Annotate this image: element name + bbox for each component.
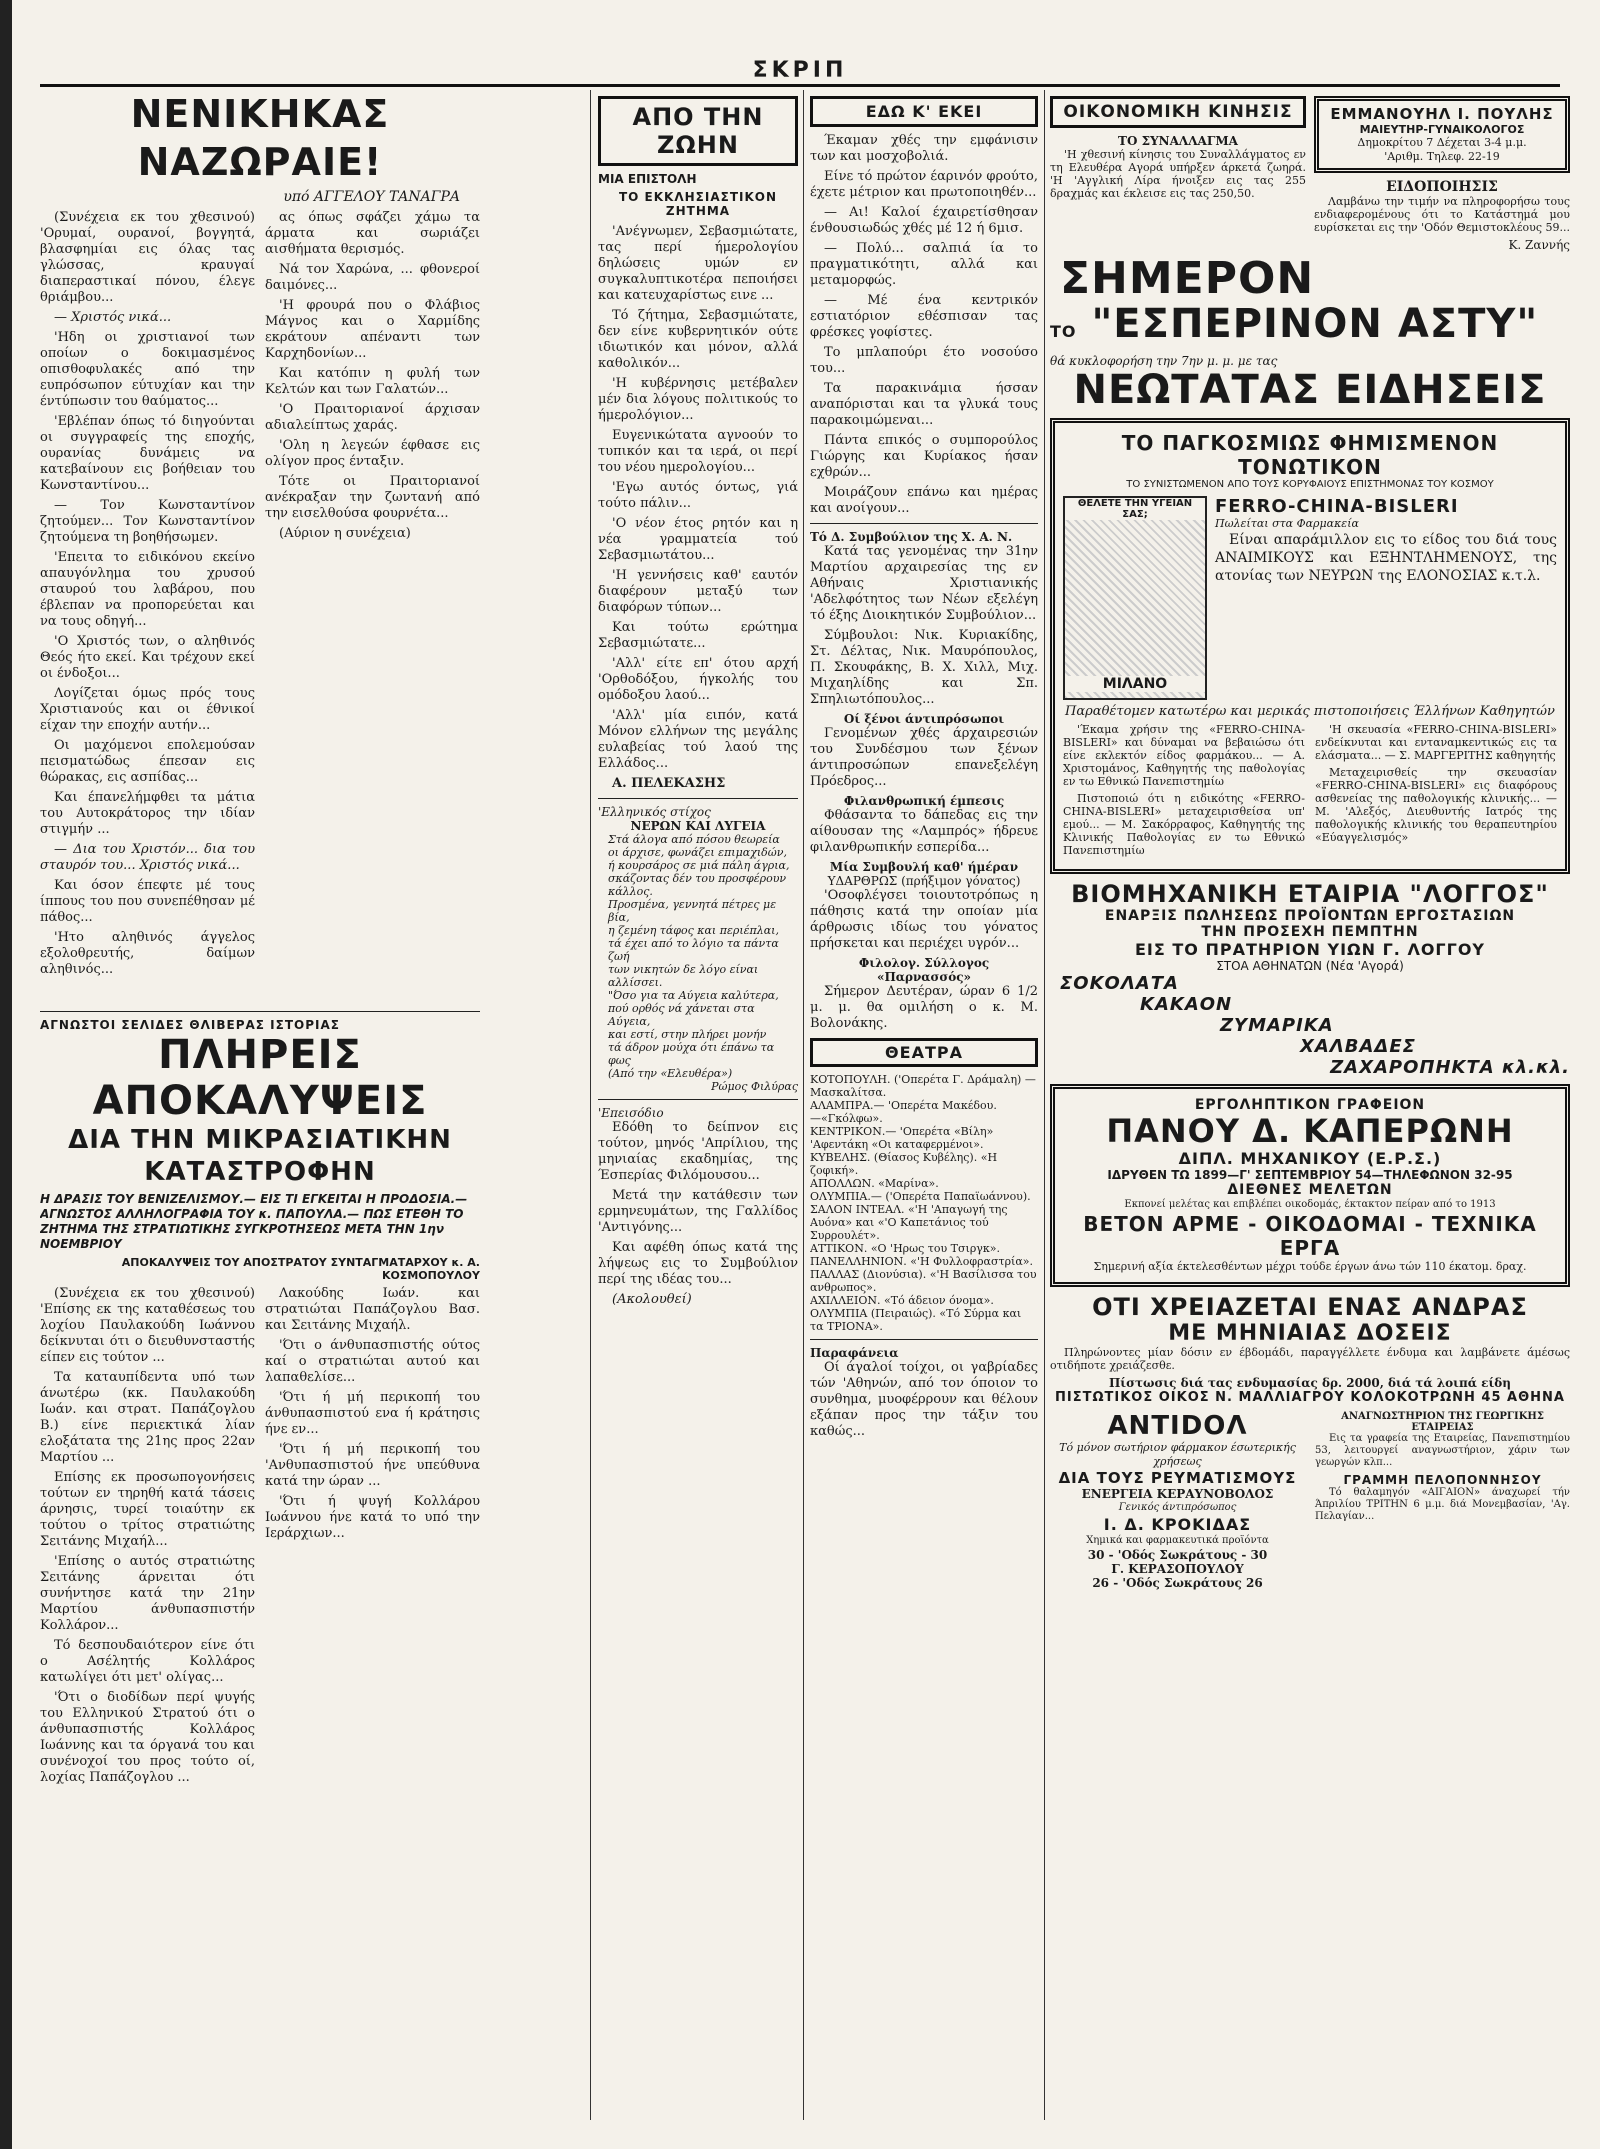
antidol-l5: Ι. Δ. ΚΡΟΚΙΔΑΣ	[1103, 1515, 1252, 1534]
antidol-l3: ΕΝΕΡΓΕΙΑ ΚΕΡΑΥΝΟΒΟΛΟΣ	[1081, 1487, 1274, 1501]
ferro-quote: Μεταχειρισθείς την σκευασίαν «FERRO-CHINA-BISLERI» εις διαφόρους ασθενείας της παθολογικής κλινικής... — Μ. 'Αλεξός, Διευθυντής Ιατρός της παθολογικής κλινικής του θεραπευτηρίου «Εύαγγελισμός»	[1315, 766, 1557, 844]
ferro-quotes-right	[1315, 723, 1557, 861]
antidol-l6: Χημικά και φαρμακευτικά προϊόντα	[1086, 1535, 1269, 1546]
brief-item: Πάντα επικός ο συμπορούλος Γιώργης και Κυρίακος ήσαν εχθρών...	[810, 433, 1038, 480]
doctor-phone: 'Αριθμ. Τηλεφ. 22-19	[1384, 150, 1500, 163]
history-columns	[40, 1286, 480, 1790]
story-paragraph: Και όσον έπεφτε μέ τους ίππους του που συνεπέθησαν μέ πάθος...	[40, 878, 255, 925]
foreign-reps-title: Οί ξένοι άντιπρόσωποι	[843, 712, 1005, 726]
geographic-t2: ΓΡΑΜΜΗ ΠΕΛΟΠΟΝΝΗΣΟΥ	[1343, 1473, 1542, 1487]
divider	[598, 1099, 798, 1100]
story-columns	[40, 210, 480, 982]
ferro-china-ad	[1050, 418, 1570, 874]
story-paragraph: Και κατόπιν η φυλή των Κελτών και των Γαλατών...	[265, 366, 480, 397]
divider	[810, 523, 1038, 524]
antidol-l2: ΔΙΑ ΤΟΥΣ ΡΕΥΜΑΤΙΣΜΟΥΣ	[1058, 1469, 1297, 1487]
story-paragraph: — Τον Κωνσταντίνον ζητούμεν... Τον Κωνσταντίνον ζητούμενα τη βοηθήσωμεν.	[40, 498, 255, 545]
col2-paragraph: 'Ανέγνωμεν, Σεβασμιώτατε, τας περί ήμερολογίου δηλώσεις υμών εν συγκαλυπτικοτέρα πεποιήσει και κατευχαρίστως εινε ...	[598, 224, 798, 303]
brief-item: Τα παρακινάμια ήσσαν αναπόρισται και τα γλυκά τους παρακοιμώμεναι...	[810, 381, 1038, 428]
geographic-block	[1315, 1411, 1570, 1590]
news-title: 'Επεισόδιο	[598, 1106, 664, 1120]
col2-paragraph: 'Η γεννήσεις καθ' εαυτόν διαφέρουν μεταξύ των διαφόρων τύπων...	[598, 568, 798, 615]
advice-subtitle: ΥΔΑΡΘΡΩΣ (πρήξιμον γόνατος)	[827, 874, 1021, 888]
column-rule	[590, 90, 591, 2120]
loggos-item: ΧΑΛΒΑΔΕΣ	[1300, 1036, 1416, 1057]
history-title-2: ΔΙΑ ΤΗΝ ΜΙΚΡΑΣΙΑΤΙΚΗΝ ΚΑΤΑΣΤΡΟΦΗΝ	[68, 1125, 452, 1187]
malliagros-text: Πληρώνοντες μίαν δόσιν εν έβδομάδι, παραγγέλλετε ένδυμα και λαμβάνετε άμέσως οτιδήποτε χρειάζεσθε.	[1050, 1346, 1570, 1372]
story-paragraph: ας όπως σφάζει χάμω τα άρματα και σωριάζει αισθήματα θερισμός.	[265, 210, 480, 257]
poem-line: ή κουρσάρος σε μιά πάλη άγρια,	[608, 859, 790, 872]
ferro-quotes	[1063, 723, 1557, 861]
antidol-title: ΑΝΤΙDΟΛ	[1107, 1411, 1248, 1441]
paradise-title: Παραφάνεια	[810, 1346, 899, 1360]
poem-line: Προσμένα, γεννητά πέτρες με βία,	[608, 898, 777, 924]
column-rule	[1044, 90, 1045, 2120]
loggos-l3: ΕΙΣ ΤΟ ΠΡΑΤΗΡΙΟΝ ΥΙΩΝ Γ. ΛΟΓΓΟΥ	[1134, 940, 1486, 959]
kaperonis-l4: ΙΔΡΥΘΕΝ ΤΩ 1899—Γ' ΣΕΠΤΕΜΒΡΙΟΥ 54—ΤΗΛΕΦΩΝΟΝ 32-95	[1107, 1168, 1513, 1182]
masthead: ΣΚΡΙΠ	[752, 58, 848, 83]
theatre-entry: ΑΤΤΙΚΟΝ. «Ο 'Ηρως του Τσιργκ».	[810, 1242, 1000, 1255]
parnassos-text: Σήμερον Δευτέραν, ώραν 6 1/2 μ. μ. θα ομιλήση ο κ. Μ. Βολονάκης.	[810, 984, 1038, 1031]
paradise-text: Οί άγαλοί τοίχοι, οι γαβρίαδες τών 'Αθηνών, από τον όποιον το συνθημα, μυοφέρρουν και θέλουν εξάπαν προς την τάξιν του καθώς...	[810, 1360, 1038, 1439]
story-paragraph: Οι μαχόμενοι επολεμούσαν πεισματώδως έπεσαν εις θώρακας, εις ασπίδας...	[40, 738, 255, 785]
asty-line-2-prefix: ΤΟ	[1050, 322, 1077, 341]
loggos-l1: ΕΝΑΡΞΙΣ ΠΩΛΗΣΕΩΣ ΠΡΟΪΟΝΤΩΝ ΕΡΓΟΣΤΑΣΙΩΝ	[1104, 908, 1516, 924]
doctor-notice-block	[1314, 90, 1570, 252]
poem-author: Ρώμος Φιλύρας	[711, 1080, 798, 1093]
advice-title: Μία Συμβουλή καθ' ήμέραν	[829, 860, 1019, 874]
col2-paragraph: Ευγενικώτατα αγνοούν το τυπικόν και τα ιερά, οι περί του νέου ημερολογίου...	[598, 428, 798, 475]
history-paragraph: 'Ότι ή μή περικοπή του 'Ανθυπασπιστού ήνε υπεύθυνα κατά την ώραν ...	[265, 1442, 480, 1489]
asty-ad	[1050, 253, 1570, 413]
story-col-a	[40, 210, 255, 982]
economy-heading: ΟΙΚΟΝΟΜΙΚΗ ΚΙΝΗΣΙΣ	[1050, 96, 1306, 128]
story-paragraph: 'Ο Πραιτοριανοί άρχισαν αδιαλείπτως χαράς.	[265, 402, 480, 433]
story-paragraph: 'Επειτα το ειδικόνου εκείνο απαυγόνλημα του χρυσού σταυρού του λαβάρου, που έβλεπαν να προπορεύεται και να τους οδηγή...	[40, 550, 255, 629]
col2-paragraph: 'Εγω αυτός όντως, γιά τούτο πάλιν...	[598, 480, 798, 511]
history-col-b	[265, 1286, 480, 1790]
brief-item: Έκαμαν χθές την εμφάνισιν των και μοσχοβολιά.	[810, 133, 1038, 164]
poem-kicker: 'Ελληνικός στίχος	[598, 805, 711, 819]
story-paragraph: Νά τον Χαρώνα, ... φθονεροί δαιμόνες...	[265, 262, 480, 293]
theatre-entry: ΟΛΥΜΠΙΑ.— ('Οπερέτα Παπαϊωάννου).	[810, 1190, 1031, 1203]
story-paragraph: Λογίζεται όμως πρός τους Χριστιανούς και οι έθνικοί είχαν την εποχήν αυτήν...	[40, 686, 255, 733]
geographic-text: Εις τα γραφεία της Εταιρείας, Πανεπιστημίου 53, λειτουργεί αναγνωστήριον, χάριν των γεωργών κλπ...	[1315, 1433, 1570, 1468]
theatre-entry: ΠΑΛΛΑΣ (Διονύσια). «'Η Βασίλισσα του ανθρωπος».	[810, 1268, 1037, 1294]
loggos-l2: ΤΗΝ ΠΡΟΣΕΧΗ ΠΕΜΠΤΗΝ	[1201, 924, 1419, 940]
brief-item: Είνε τό πρώτον έαρινόν φρούτο, έχετε μέτριον και πρωτοποιηθέν...	[810, 169, 1038, 200]
history-paragraph: (Συνέχεια εκ του χθεσινού) 'Επίσης εκ της καταθέσεως του λοχίου Παυλακούδη Ιωάννου δείκνυται ότι ο διευθυνσταστής είπεν εις τούτον ...	[40, 1286, 255, 1365]
brief-item: Το μπλαπούρι έτο νοσούσο του...	[810, 345, 1038, 376]
column-3	[810, 90, 1038, 2120]
kaperonis-l7: ΒΕΤΟΝ ΑΡΜΕ - ΟΙΚΟΔΟΜΑΙ - ΤΕΧΝΙΚΑ ΕΡΓΑ	[1083, 1212, 1537, 1260]
news-paragraph: Μετά την κατάθεσιν των ερμηνευμάτων, της Γαλλίδος 'Αντιγόνης...	[598, 1188, 798, 1235]
col2-signature: Α. ΠΕΛΕΚΑΣΗΣ	[612, 776, 726, 791]
section-edo-k-ekei: ΕΔΩ Κ' ΕΚΕΙ	[810, 96, 1038, 127]
xan-paragraph: Κατά τας γενομένας την 31ην Μαρτίου αρχαιρεσίας της εν Αθήναις Χριστιανικής 'Αδελφότητος των Νέων εξελέγη τό έξης Διοικητικόν Συμβούλιον...	[810, 544, 1038, 623]
charity-title: Φιλανθρωπική έμπεσις	[843, 794, 1005, 808]
theatre-entry: ΣΑΛΟΝ ΙΝΤΕΑΛ. «'Η 'Απαγωγή της Αυόνα» και «'Ο Καπετάνιος τού Συρρουλέτ».	[810, 1203, 1008, 1242]
top-ads-row	[1050, 90, 1570, 252]
poem	[598, 833, 798, 1093]
kaperonis-l2: ΠΑΝΟΥ Δ. ΚΑΠΕΡΩΝΗ	[1106, 1112, 1514, 1150]
ferro-body-row	[1063, 496, 1557, 704]
loggos-item: ΣΟΚΟΛΑΤΑ	[1060, 973, 1179, 994]
ferro-quote: Πιστοποιώ ότι η ειδικότης «FERRO-CHINA-BISLERI» μεταχειρισθείσα υπ' εμού... — Μ. Σακόρραφος, Καθηγητής της Κλινικής Παθολογίας εν τω Εθνικώ Πανεπιστημίω	[1063, 792, 1305, 857]
theatre-listings	[810, 1073, 1038, 1333]
doctor-name: ΕΜΜΑΝΟΥΗΛ Ι. ΠΟΥΛΗΣ	[1330, 105, 1554, 123]
asty-line-2	[1050, 302, 1570, 354]
notice-text: Λαμβάνω την τιμήν να πληροφορήσω τους ενδιαφερομένους ότι το Κατάστημά μου ευρίσκεται εις την 'Οδόν Θεμιστοκλέους 59...	[1314, 195, 1570, 234]
asty-line-2-title: "ΕΣΠΕΡΙΝΟΝ ΑΣΤΥ"	[1091, 301, 1539, 347]
poem-line: "Όσο για τα Αύγεια καλύτερα,	[608, 989, 779, 1002]
lion-illustration	[1063, 496, 1207, 700]
ferro-city: ΜΙΛΑΝΟ	[1065, 676, 1205, 692]
history-paragraph: 'Ότι ή ψυγή Κολλάρου Ιωάννου ήνε κατά το υπό την Ιεράρχιων...	[265, 1494, 480, 1541]
geographic-text2: Τό θαλαμηγόν «ΑΙΓΑΙΟΝ» άναχωρεί τήν Άπριλίου ΤΡΙΤΗΝ 6 μ.μ. διά Μονεμβασίαν, 'Αγ. Πελαγίαν...	[1315, 1487, 1570, 1522]
col2-paragraph: 'Ο νέον έτος ρητόν και η νέα γραμματεία τού Σεβασμιωτάτου...	[598, 516, 798, 563]
theatre-entry: ΚΕΝΤΡΙΚΟΝ.— 'Οπερέτα «Βίλη» 'Αφεντάκη «Οι καταφερμένοι».	[810, 1125, 994, 1151]
col2-kicker: ΜΙΑ ΕΠΙΣΤΟΛΗ	[598, 172, 697, 186]
history-col-a	[40, 1286, 255, 1790]
loggos-item: ΖΥΜΑΡΙΚΑ	[1220, 1015, 1334, 1036]
story-paragraph: Τότε οι Πραιτοριανοί ανέκραξαν την ζωντανή από την εισελθούσα φουρνέτα...	[265, 474, 480, 521]
divider	[810, 1339, 1038, 1340]
poem-line: σκάζοντας δέν του προσφέρουν κάλλος.	[608, 872, 787, 898]
news-continued: (Ακολουθεί)	[612, 1292, 692, 1307]
poem-line: πού ορθός νά χάνεται στα Αύγεια,	[608, 1002, 755, 1028]
brief-item: — Πολύ... σαλπιά ία το πραγματικότητι, αλλά και μεταμορφώς.	[810, 241, 1038, 288]
loggos-item: ΖΑΧΑΡΟΠΗΚΤΑ κλ.κλ.	[1330, 1057, 1570, 1078]
scan-edge-left	[0, 0, 12, 2149]
history-paragraph: Τό δεσπουδαιότερον είνε ότι ο Ασέλητής Κολλάρος κατωλίγει ότι μετ' ολίγας...	[40, 1638, 255, 1685]
news-paragraph: Εδόθη το δείπνον εις τούτον, μηνός 'Απρίλιου, της μηνιαίας εκαδημίας, της Έσπερίας Φιλόμουσου...	[598, 1120, 798, 1183]
notice-sign: Κ. Ζαννής	[1508, 238, 1570, 252]
poem-line: Στά άλογα από πόσου θεωρεία	[608, 833, 780, 846]
poem-line: και εστί, στην πλήρει μονήν	[608, 1028, 767, 1041]
story-paragraph: Και έπανελήμφθει τα μάτια του Αυτοκράτορος την ιδίαν στιγμήν ...	[40, 790, 255, 837]
top-rule	[40, 84, 1560, 87]
col2-paragraph: Και τούτω ερώτημα Σεβασμιώτατε...	[598, 620, 798, 651]
notice-title: ΕΙΔΟΠΟΙΗΣΙΣ	[1386, 179, 1498, 195]
malliagros-l3: ΠΙΣΤΩΤΙΚΟΣ ΟΙΚΟΣ Ν. ΜΑΛΛΙΑΓΡΟΥ ΚΟΛΟΚΟΤΡΩΝΗ 45 ΑΘΗΝΑ	[1055, 1390, 1565, 1405]
history-subhead: ΑΠΟΚΑΛΥΨΕΙΣ ΤΟΥ ΑΠΟΣΤΡΑΤΟΥ ΣΥΝΤΑΓΜΑΤΑΡΧΟΥ κ. Α. ΚΟΣΜΟΠΟΥΛΟΥ	[121, 1256, 480, 1282]
story-paragraph: (Αύριον η συνέχεια)	[279, 526, 411, 541]
loggos-ad	[1050, 880, 1570, 1078]
economy-subheading: ΤΟ ΣΥΝΑΛΛΑΓΜΑ	[1118, 134, 1238, 148]
charity-text: Φθάσαντα το δάπεδας εις την αίθουσαν της «Λαμπρός» ήδρευε φιλανθρωπικήν εσπερίδα...	[810, 808, 1038, 855]
col2-paragraph: 'Αλλ' μία ειπόν, κατά Μόνον ελλήνων της μεγάλης ευλαβείας τού λαού της Ελλάδος...	[598, 708, 798, 771]
section-apo-tin-zoin: ΑΠΟ ΤΗΝ ΖΩΗΝ	[598, 96, 798, 166]
story-paragraph: 'Ολη η λεγεών έφθασε εις ολίγον προς ένταξιν.	[265, 438, 480, 469]
history-paragraph: Τα καταυπίδεντα υπό των άνωτέρω (κκ. Παυλακούδη Ιωάν. και στρατ. Παπάζογλου Β.) είνε περιεκτικά λίαν ελοξάτατα της 21ης προς 22αν Μαρτίου ...	[40, 1370, 255, 1465]
story-col-b	[265, 210, 480, 982]
story-paragraph: 'Ηδη οι χριστιανοί των οποίων ο δοκιμασμένος οπισθοφυλακές από την ευπρόσωπον εύτυχίαν και την έντύπωσιν του θαύματος...	[40, 330, 255, 409]
theatre-entry: ΟΛΥΜΠΙΑ (Πειραιώς). «Τό Σύρμα και τα ΤΡΙΟΝΑ».	[810, 1307, 1022, 1333]
kaperonis-ad	[1050, 1084, 1570, 1287]
theatre-entry: ΚΥΒΕΛΗΣ. (Θίασος Κυβέλης). «Η ζοφική».	[810, 1151, 998, 1177]
history-paragraph: 'Ότι ο άνθυπασπιστής ούτος καί ο στρατιώται αυτού και λαπαθελίσε...	[265, 1338, 480, 1385]
antidol-l4: Γενικός άντιπρόσωπος	[1118, 1502, 1237, 1513]
asty-line-3: θά κυκλοφορήση την 7ην μ. μ. με τας	[1050, 354, 1278, 368]
history-deck: Η ΔΡΑΣΙΣ ΤΟΥ ΒΕΝΙΖΕΛΙΣΜΟΥ.— ΕΙΣ ΤΙ ΕΓΚΕΙΤΑΙ Η ΠΡΟΔΟΣΙΑ.— ΑΓΝΩΣΤΟΣ ΑΛΛΗΛΟΓΡΑΦΙΑ ΤΟΥ κ. ΠΑΠΟΥΛΑ.— ΠΩΣ ΕΤΕΘΗ ΤΟ ΖΗΤΗΜΑ ΤΗΣ ΣΤΡΑΤΙΩΤΙΚΗΣ ΣΥΓΚΡΟΤΗΣΕΩΣ ΜΕΤΑ ΤΗΝ 1ην ΝΟΕΜΒΡΙΟΥ	[40, 1192, 468, 1251]
story-paragraph: 'Ητο αληθινός άγγελος εξολοθρευτής, δαίμων αληθινός...	[40, 930, 255, 977]
advice-text: 'Οσοφλέγσει τοιουτοτρόπως η πάθησις κατά την οποίαν μία άρθρωσις ιδίως του γόνατος πρήσκεται και περιέχει υγρόν...	[810, 888, 1038, 951]
doctor-ad	[1314, 96, 1570, 173]
malliagros-l2: ΜΕ ΜΗΝΙΑΙΑΣ ΔΟΣΕΙΣ	[1168, 1321, 1452, 1346]
loggos-item: ΚΑΚΑΟΝ	[1140, 994, 1233, 1015]
xan-title: Τό Δ. Συμβούλιον της Χ. Α. Ν.	[810, 530, 1013, 544]
column-2	[598, 90, 798, 2120]
ferro-title: ΤΟ ΠΑΓΚΟΣΜΙΩΣ ΦΗΜΙΣΜΕΝΟΝ ΤΟΝΩΤΙΚΟΝ	[1121, 431, 1499, 479]
kaperonis-l8: Σημερινή αξία έκτελεσθέντων μέχρι τούδε έργων άνω τών 110 έκατομ. δραχ.	[1093, 1260, 1527, 1273]
story-paragraph: 'Εβλέπαν όπως τό διηγούνται οι συγγραφείς της εποχής, ουρανίας δυνάμεις να κατεβαίνουν εις βοήθειαν του Κωνσταντίνου...	[40, 414, 255, 493]
ferro-question: ΘΕΛΕΤΕ ΤΗΝ ΥΓΕΙΑΝ ΣΑΣ;	[1065, 498, 1205, 520]
theatre-header: ΘΕΑΤΡΑ	[810, 1038, 1038, 1067]
story-paragraph: — Δια του Χριστόν... δια του σταυρόν του... Χριστός νικά...	[40, 842, 255, 873]
history-paragraph: Επίσης εκ προσωπογονήσεις τούτων εν τηρηθή κατά τάσεις άρνησις, τυρεί τοιαύτην εκ τούτου ο τρίτος στρατιώτης Σειτάνης Μιχαήλ...	[40, 1470, 255, 1549]
ferro-sub: ΤΟ ΣΥΝΙΣΤΩΜΕΝΟΝ ΑΠΟ ΤΟΥΣ ΚΟΡΥΦΑΙΟΥΣ ΕΠΙΣΤΗΜΟΝΑΣ ΤΟΥ ΚΟΣΜΟΥ	[1126, 479, 1494, 490]
history-kicker: ΑΓΝΩΣΤΟΙ ΣΕΛΙΔΕΣ ΘΛΙΒΕΡΑΣ ΙΣΤΟΡΙΑΣ	[40, 1018, 340, 1032]
column-rule	[803, 90, 804, 2120]
story-paragraph: (Συνέχεια εκ του χθεσινού) 'Ορυμαί, ουρανοί, βογγητά, βλασφημίαι εις όλας τας γλώσσας, κραυγαί διαπεραστικαί πόνου, έλεγε θριάμβου...	[40, 210, 255, 305]
geographic-title: ΑΝΑΓΝΩΣΤΗΡΙΟΝ ΤΗΣ ΓΕΩΡΓΙΚΗΣ ΕΤΑΙΡΕΙΑΣ	[1341, 1411, 1544, 1433]
col2-paragraph: 'Αλλ' είτε επ' ότου αρχή 'Ορθοδόξου, ήγκολής του ομόδοξου λαού...	[598, 656, 798, 703]
kaperonis-l1: ΕΡΓΟΛΗΠΤΙΚΟΝ ΓΡΑΦΕΙΟΝ	[1194, 1097, 1426, 1113]
antidol-l1: Τό μόνον σωτήριον φάρμακον έσωτερικής χρήσεως	[1059, 1441, 1296, 1468]
ferro-brand: FERRO-CHINA-BISLERI	[1215, 496, 1459, 517]
ferro-body: Είναι απαράμιλλον εις το είδος του διά τους ΑΝΑΙΜΙΚΟΥΣ και ΕΞΗΝΤΛΗΜΕΝΟΥΣ, της ατονίας των ΝΕΥΡΩΝ της ΕΛΟΝΟΣΙΑΣ κ.τ.λ.	[1215, 532, 1557, 584]
asty-line-1: ΣΗΜΕΡΟΝ	[1060, 253, 1315, 304]
history-title-1: ΠΛΗΡΕΙΣ ΑΠΟΚΑΛΥΨΕΙΣ	[92, 1032, 428, 1124]
poem-line: των νικητών δε λόγο είναι αλλίσσει.	[608, 963, 759, 989]
malliagros-l1: ΟΤΙ ΧΡΕΙΑΖΕΤΑΙ ΕΝΑΣ ΑΝΔΡΑΣ	[1092, 1293, 1528, 1321]
malliagros-credit: Πίστωσις διά τας ενδυμασίας δρ. 2000, διά τά λοιπά είδη	[1108, 1376, 1512, 1390]
ferro-sold: Πωλείται στα Φαρμακεία	[1215, 517, 1359, 530]
foreign-reps-text: Γενομένων χθές άρχαιρεσιών του Συνδέσμου των ξένων άντιπροσώπων επανεξελέγη Πρόεδρος...	[810, 726, 1038, 789]
kaperonis-l3: ΔΙΠΛ. ΜΗΧΑΝΙΚΟΥ (Ε.Ρ.Σ.)	[1178, 1149, 1442, 1168]
bottom-ads	[1050, 1411, 1570, 1590]
story-paragraph: — Χριστός νικά...	[54, 310, 172, 325]
history-paragraph: 'Ότι ή μή περικοπή του άνθυπασπιστού ενα ή κράτησις ήνε εν...	[265, 1390, 480, 1437]
col2-title: ΤΟ ΕΚΚΛΗΣΙΑΣΤΙΚΟΝ ΖΗΤΗΜΑ	[618, 190, 778, 218]
antidol-l8: Γ. ΚΕΡΑΣΟΠΟΥΛΟΥ	[1111, 1562, 1244, 1576]
brief-item: — Μέ ένα κεντρικόν εστιατόριον εθέσπισαν τας φρέσκες γοφίστες.	[810, 293, 1038, 340]
malliagros-ad	[1050, 1293, 1570, 1405]
history-paragraph: 'Επίσης ο αυτός στρατιώτης Σειτάνης άρνειται ότι συνήντησε κατά την 21ην Μαρτίου άνθυπασπιστήν Κολλάρον...	[40, 1554, 255, 1633]
antidol-l9: 26 - 'Οδός Σωκράτους 26	[1092, 1576, 1263, 1590]
poem-line: η ζεμένη τάφος και περιέπλαι,	[608, 924, 779, 937]
col2-paragraph: 'Η κυβέρνησις μετέβαλεν μέν δια λόγους πολιτικούς το ήμερολόγιον...	[598, 376, 798, 423]
ferro-quotes-left	[1063, 723, 1305, 861]
headline-nenikikas: ΝΕΝΙΚΗΚΑΣ ΝΑΖΩΡΑΙΕ!	[130, 92, 390, 184]
theatre-entry: ΑΠΟΛΛΩΝ. «Μαρίνα».	[810, 1177, 939, 1190]
economy-block	[1050, 90, 1306, 252]
history-paragraph: 'Ότι ο διοδίδων περί ψυγής του Ελληνικού Στρατού ότι ο άνθυπασπιστής Κολλάρος Ιωάννης και τα όργανά του και συνένοχοί του προς τούτο οί, λοχίας Παπάζογλου ...	[40, 1690, 255, 1785]
loggos-l4: ΣΤΟΑ ΑΘΗΝΑΤΩΝ (Νέα 'Αγορά)	[1216, 959, 1404, 973]
brief-item: Μοιράζουν επάνω και ημέρας και ανοίγουν...	[810, 485, 1038, 516]
theatre-entry: ΠΑΝΕΛΛΗΝΙΟΝ. «'Η Φυλλοφραστρία».	[810, 1255, 1034, 1268]
poem-line: τά άδρον μούχα ότι έπάνω τα φως	[608, 1041, 775, 1067]
ferro-quote: 'Έκαμα χρήσιν της «FERRO-CHINA-BISLERI» και δύναμαι να βεβαιώσω ότι είνε εκλεκτόν είδος φαρμάκου... — Α. Χριστομάνος, Καθηγητής της παθολογίας εν τω Εθνικώ Πανεπιστημίω	[1063, 723, 1305, 788]
antidol-l7: 30 - 'Οδός Σωκράτους - 30	[1087, 1548, 1268, 1562]
xan-paragraph: Σύμβουλοι: Νικ. Κυριακίδης, Στ. Δέλτας, Νικ. Μαυρόπουλος, Π. Σκουφάκης, Β. Χ. Χιλλ, Μιχ. Μιχαηλίδης και Σπ. Σπηλιωτόπουλος...	[810, 628, 1038, 707]
economy-text: 'Η χθεσινή κίνησις του Συναλλάγματος εν τη Ελευθέρα Αγορά υπήρξεν άρκετά ζωηρά. 'Η 'Αγγλική Λίρα ήνοιξεν εις τας 255 δραχμάς και έκλεισε εις τας 250,50.	[1050, 148, 1306, 200]
parnassos-title: Φιλολογ. Σύλλογος «Παρνασσός»	[858, 956, 990, 984]
doctor-title: ΜΑΙΕΥΤΗΡ-ΓΥΝΑΙΚΟΛΟΓΟΣ	[1359, 123, 1525, 136]
antidol-ad	[1050, 1411, 1305, 1590]
story-paragraph: 'Η φρουρά που ο Φλάβιος Μάγνος και ο Χαρμίδης εκράτουν απέναντι των Καρχηδονίων...	[265, 298, 480, 361]
theatre-entry: ΑΛΑΜΠΡΑ.— 'Οπερέτα Μακέδου.—«Γκόλφω».	[810, 1099, 997, 1125]
asty-line-4: ΝΕΩΤΑΤΑΣ ΕΙΔΗΣΕΙΣ	[1073, 367, 1547, 413]
history-paragraph: Λακούδης Ιωάν. και στρατιώται Παπάζογλου Βασ. και Σειτάνης Μιχαήλ.	[265, 1286, 480, 1333]
story-paragraph: 'Ο Χριστός των, ο αληθινός Θεός ήτο εκεί. Και τρέχουν εκεί οι ένδοξοι...	[40, 634, 255, 681]
col2-paragraph: Τό ζήτημα, Σεβασμιώτατε, δεν είνε κυβερνητικόν ούτε ιδιωτικόν και μόνον, αλλά καθολικόν...	[598, 308, 798, 371]
divider	[40, 1011, 480, 1012]
doctor-address: Δημοκρίτου 7 Δέχεται 3-4 μ.μ.	[1357, 136, 1527, 149]
divider	[598, 798, 798, 799]
history-article	[40, 1005, 480, 2125]
loggos-title: ΒΙΟΜΗΧΑΝΙΚΗ ΕΤΑΙΡΙΑ "ΛΟΓΓΟΣ"	[1071, 880, 1549, 908]
poem-source: (Από την «Ελευθέρα»)	[608, 1067, 733, 1080]
theatre-entry: ΚΟΤΟΠΟΥΛΗ. ('Οπερέτα Γ. Δράμαλη) — Μασκαλίτσα.	[810, 1073, 1036, 1099]
ferro-quote: 'Η σκευασία «FERRO-CHINA-BISLERI» ενδείκνυται και ενταναμκεντικώς εις τα ελάσματα... — Σ. ΜΑΡΓΕΡΙΤΗΣ καθηγητής	[1315, 723, 1557, 762]
news-paragraph: Και αφέθη όπως κατά της λήψεως εις το Συμβούλιον περί της ιδέας του...	[598, 1240, 798, 1287]
byline: υπό ΑΓΓΕΛΟΥ ΤΑΝΑΓΡΑ	[283, 189, 460, 205]
poem-title: ΝΕΡΩΝ ΚΑΙ ΛΥΓΕΙΑ	[630, 819, 766, 833]
theatre-entry: ΑΧΙΛΛΕΙΟΝ. «Τό άδειον όνομα».	[810, 1294, 994, 1307]
brief-item: — Αι! Καλοί έχαιρετίσθησαν ένθουσιωδώς χθές μέ 12 ή 6μισ.	[810, 205, 1038, 236]
poem-line: τά έχει από το λόγιο τα πάντα ζωή	[608, 937, 779, 963]
kaperonis-l6: Εκπονεί μελέτας και επιβλέπει οικοδομάς, έκτακτον πείραν από το 1913	[1124, 1199, 1496, 1210]
column-4	[1050, 90, 1570, 2090]
kaperonis-l5: ΔΙΕΘΝΕΣ ΜΕΛΕΤΩΝ	[1227, 1182, 1393, 1198]
poem-line: οι άρχισε, φωνάζει επιμαχιδών,	[608, 846, 787, 859]
ferro-lead: Παραθέτομεν κατωτέρω και μερικάς πιστοποιήσεις Έλλήνων Καθηγητών	[1065, 704, 1555, 719]
